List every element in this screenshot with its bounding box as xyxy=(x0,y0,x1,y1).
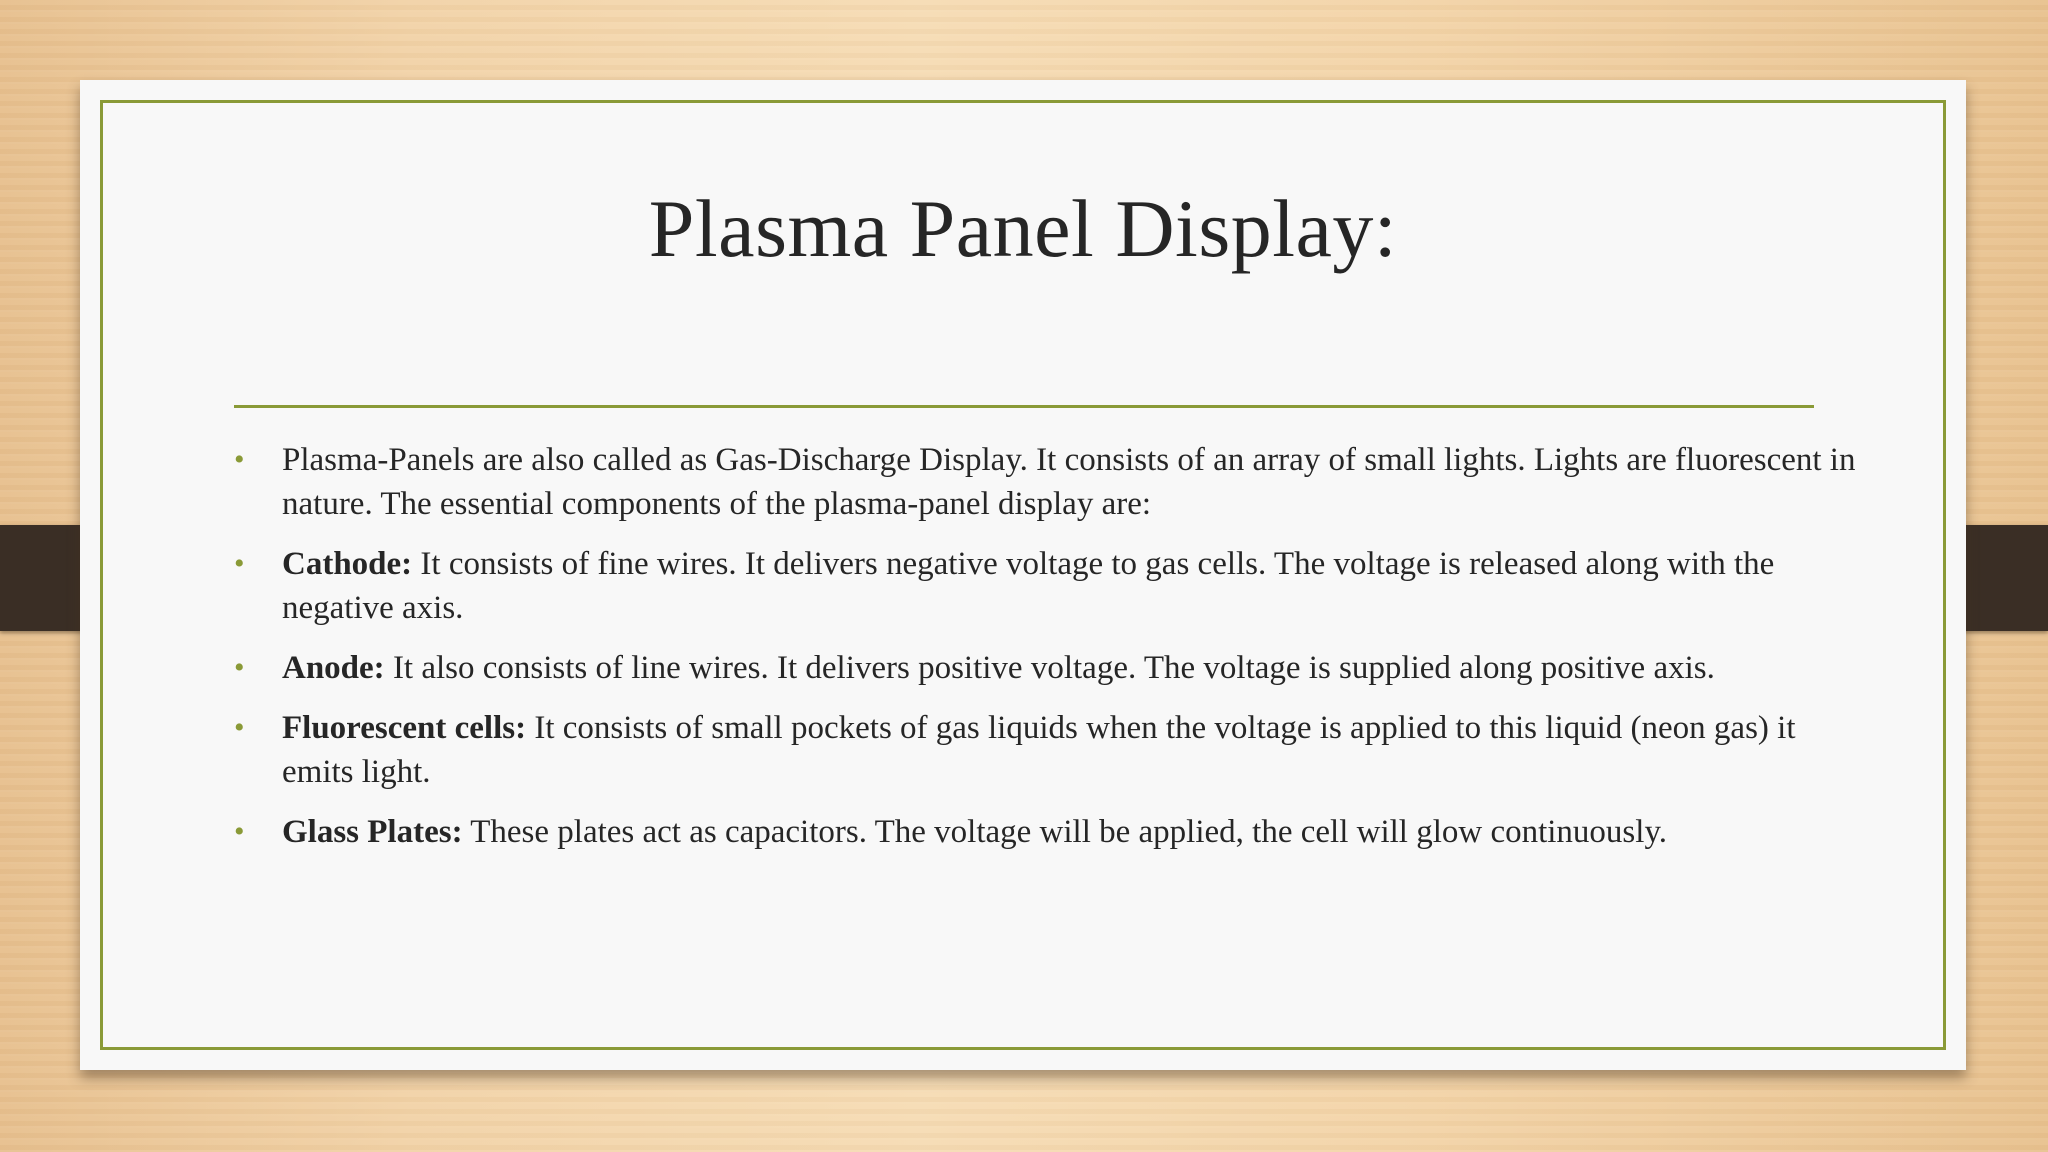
title-divider xyxy=(234,405,1814,408)
bullet-item xyxy=(234,542,1874,630)
slide-title: Plasma Panel Display: xyxy=(648,183,1398,274)
bullet-text: It consists of fine wires. It delivers negative voltage to gas cells. The voltage is released along with the negative axis. xyxy=(282,546,1775,626)
bullet-text: It consists of small pockets of gas liquids when the voltage is applied to this liquid (neon gas) it emits light. xyxy=(282,710,1796,790)
bullet-dot-icon: • xyxy=(234,547,245,580)
bullet-text: These plates act as capacitors. The voltage will be applied, the cell will glow continuously. xyxy=(462,814,1668,850)
slide xyxy=(80,80,1966,1070)
bullet-text: It also consists of line wires. It delivers positive voltage. The voltage is supplied along positive axis. xyxy=(384,650,1715,686)
bullet-item xyxy=(234,646,1874,690)
bullet-item xyxy=(234,810,1874,854)
bullet-item xyxy=(234,438,1874,526)
bullet-term: Glass Plates: xyxy=(282,814,463,850)
bullet-term: Cathode: xyxy=(282,546,413,582)
bullet-dot-icon: • xyxy=(234,815,245,848)
bullet-list xyxy=(234,438,1874,870)
bullet-term: Anode: xyxy=(282,650,385,686)
bullet-term: Fluorescent cells: xyxy=(282,710,527,746)
bullet-dot-icon: • xyxy=(234,443,245,476)
bullet-text: Plasma-Panels are also called as Gas-Discharge Display. It consists of an array of small lights. Lights are fluorescent in nature. The essential components of the plasma-panel display are: xyxy=(282,442,1856,522)
bullet-item xyxy=(234,706,1874,794)
bullet-dot-icon: • xyxy=(234,651,245,684)
bullet-dot-icon: • xyxy=(234,711,245,744)
